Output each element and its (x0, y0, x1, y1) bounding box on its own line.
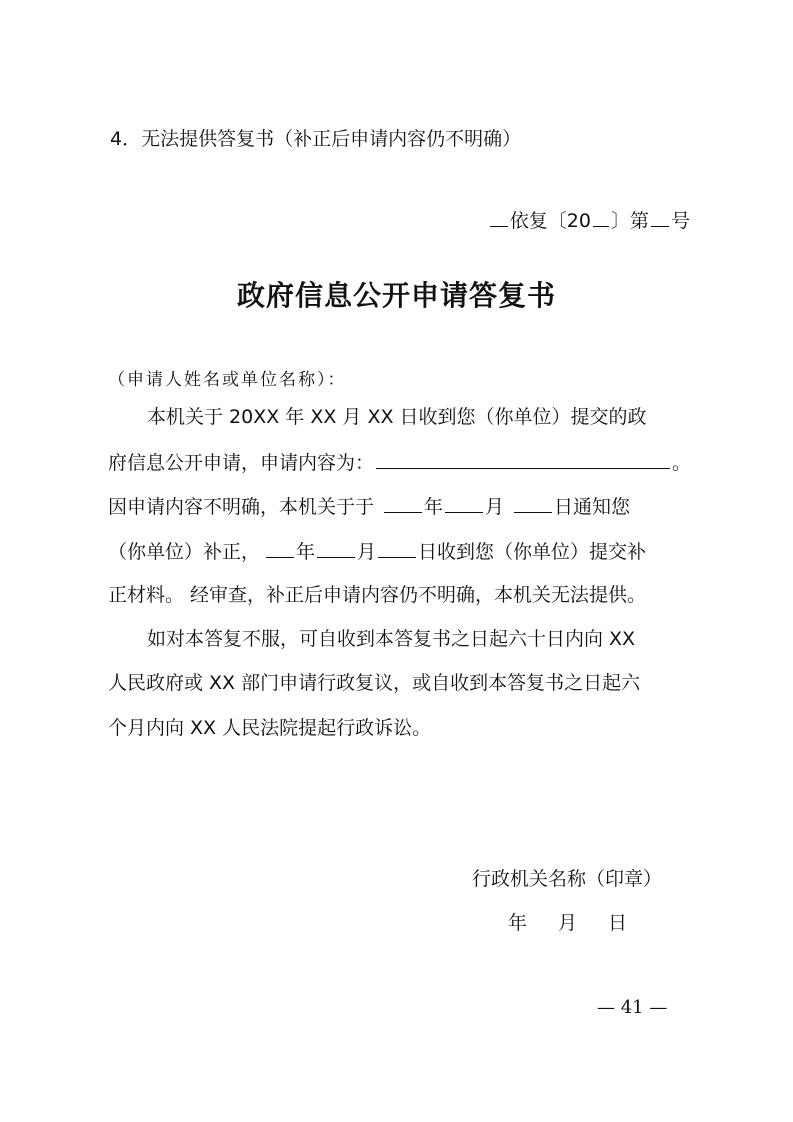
body-line-4-end: 日收到您（你单位）提交补 (418, 541, 647, 563)
body-line-4-text: （你单位）补正， (108, 541, 261, 563)
receive-day-blank (378, 539, 416, 558)
doc-number-blank-prefix (490, 208, 508, 227)
notice-month-blank (445, 494, 483, 513)
addressee: （申请人姓名或单位名称）： (108, 370, 347, 390)
receive-year-blank (266, 539, 294, 558)
body-line-5: 正材料。 经审查，补正后申请内容仍不明确，本机关无法提供。 (108, 584, 647, 606)
doc-number-part2: 〕第 (610, 210, 649, 232)
body-line-6: 如对本答复不服，可自收到本答复书之日起六十日内向 XX (147, 628, 636, 650)
doc-number-part1: 依复〔20 (509, 210, 591, 232)
document-number (488, 208, 690, 233)
body-line-4-month: 月 (357, 541, 377, 563)
body-line-1: 本机关于 20XX 年 XX 月 XX 日收到您（你单位）提交的政 (147, 406, 647, 428)
body-line-3 (108, 494, 630, 519)
doc-number-blank-number (651, 208, 669, 227)
body-line-3-text: 因申请内容不明确，本机关于于 (108, 496, 375, 518)
doc-number-blank-year (593, 208, 609, 227)
request-content-blank (376, 450, 670, 469)
notice-year-blank (384, 494, 422, 513)
page-number: — 41 — (597, 997, 668, 1018)
body-line-3-end: 日通知您 (554, 496, 631, 518)
notice-day-blank (514, 494, 552, 513)
body-line-4 (108, 539, 646, 564)
signature-date: 年 月 日 (508, 912, 634, 934)
section-heading: 4．无法提供答复书（补正后申请内容仍不明确） (110, 128, 522, 150)
body-line-4-year: 年 (296, 541, 316, 563)
signature-agency: 行政机关名称（印章） (472, 868, 663, 890)
body-line-2 (108, 450, 691, 475)
receive-month-blank (317, 539, 355, 558)
body-line-2-text: 府信息公开申请，申请内容为： (108, 452, 375, 474)
body-line-3-year: 年 (424, 496, 444, 518)
body-line-8: 个月内向 XX 人民法院提起行政诉讼。 (108, 717, 432, 739)
doc-number-part3: 号 (670, 210, 690, 232)
body-line-7: 人民政府或 XX 部门申请行政复议，或自收到本答复书之日起六 (108, 672, 641, 694)
body-line-3-month: 月 (485, 496, 505, 518)
body-line-2-end: 。 (672, 452, 692, 474)
page-title: 政府信息公开申请答复书 (236, 279, 556, 312)
